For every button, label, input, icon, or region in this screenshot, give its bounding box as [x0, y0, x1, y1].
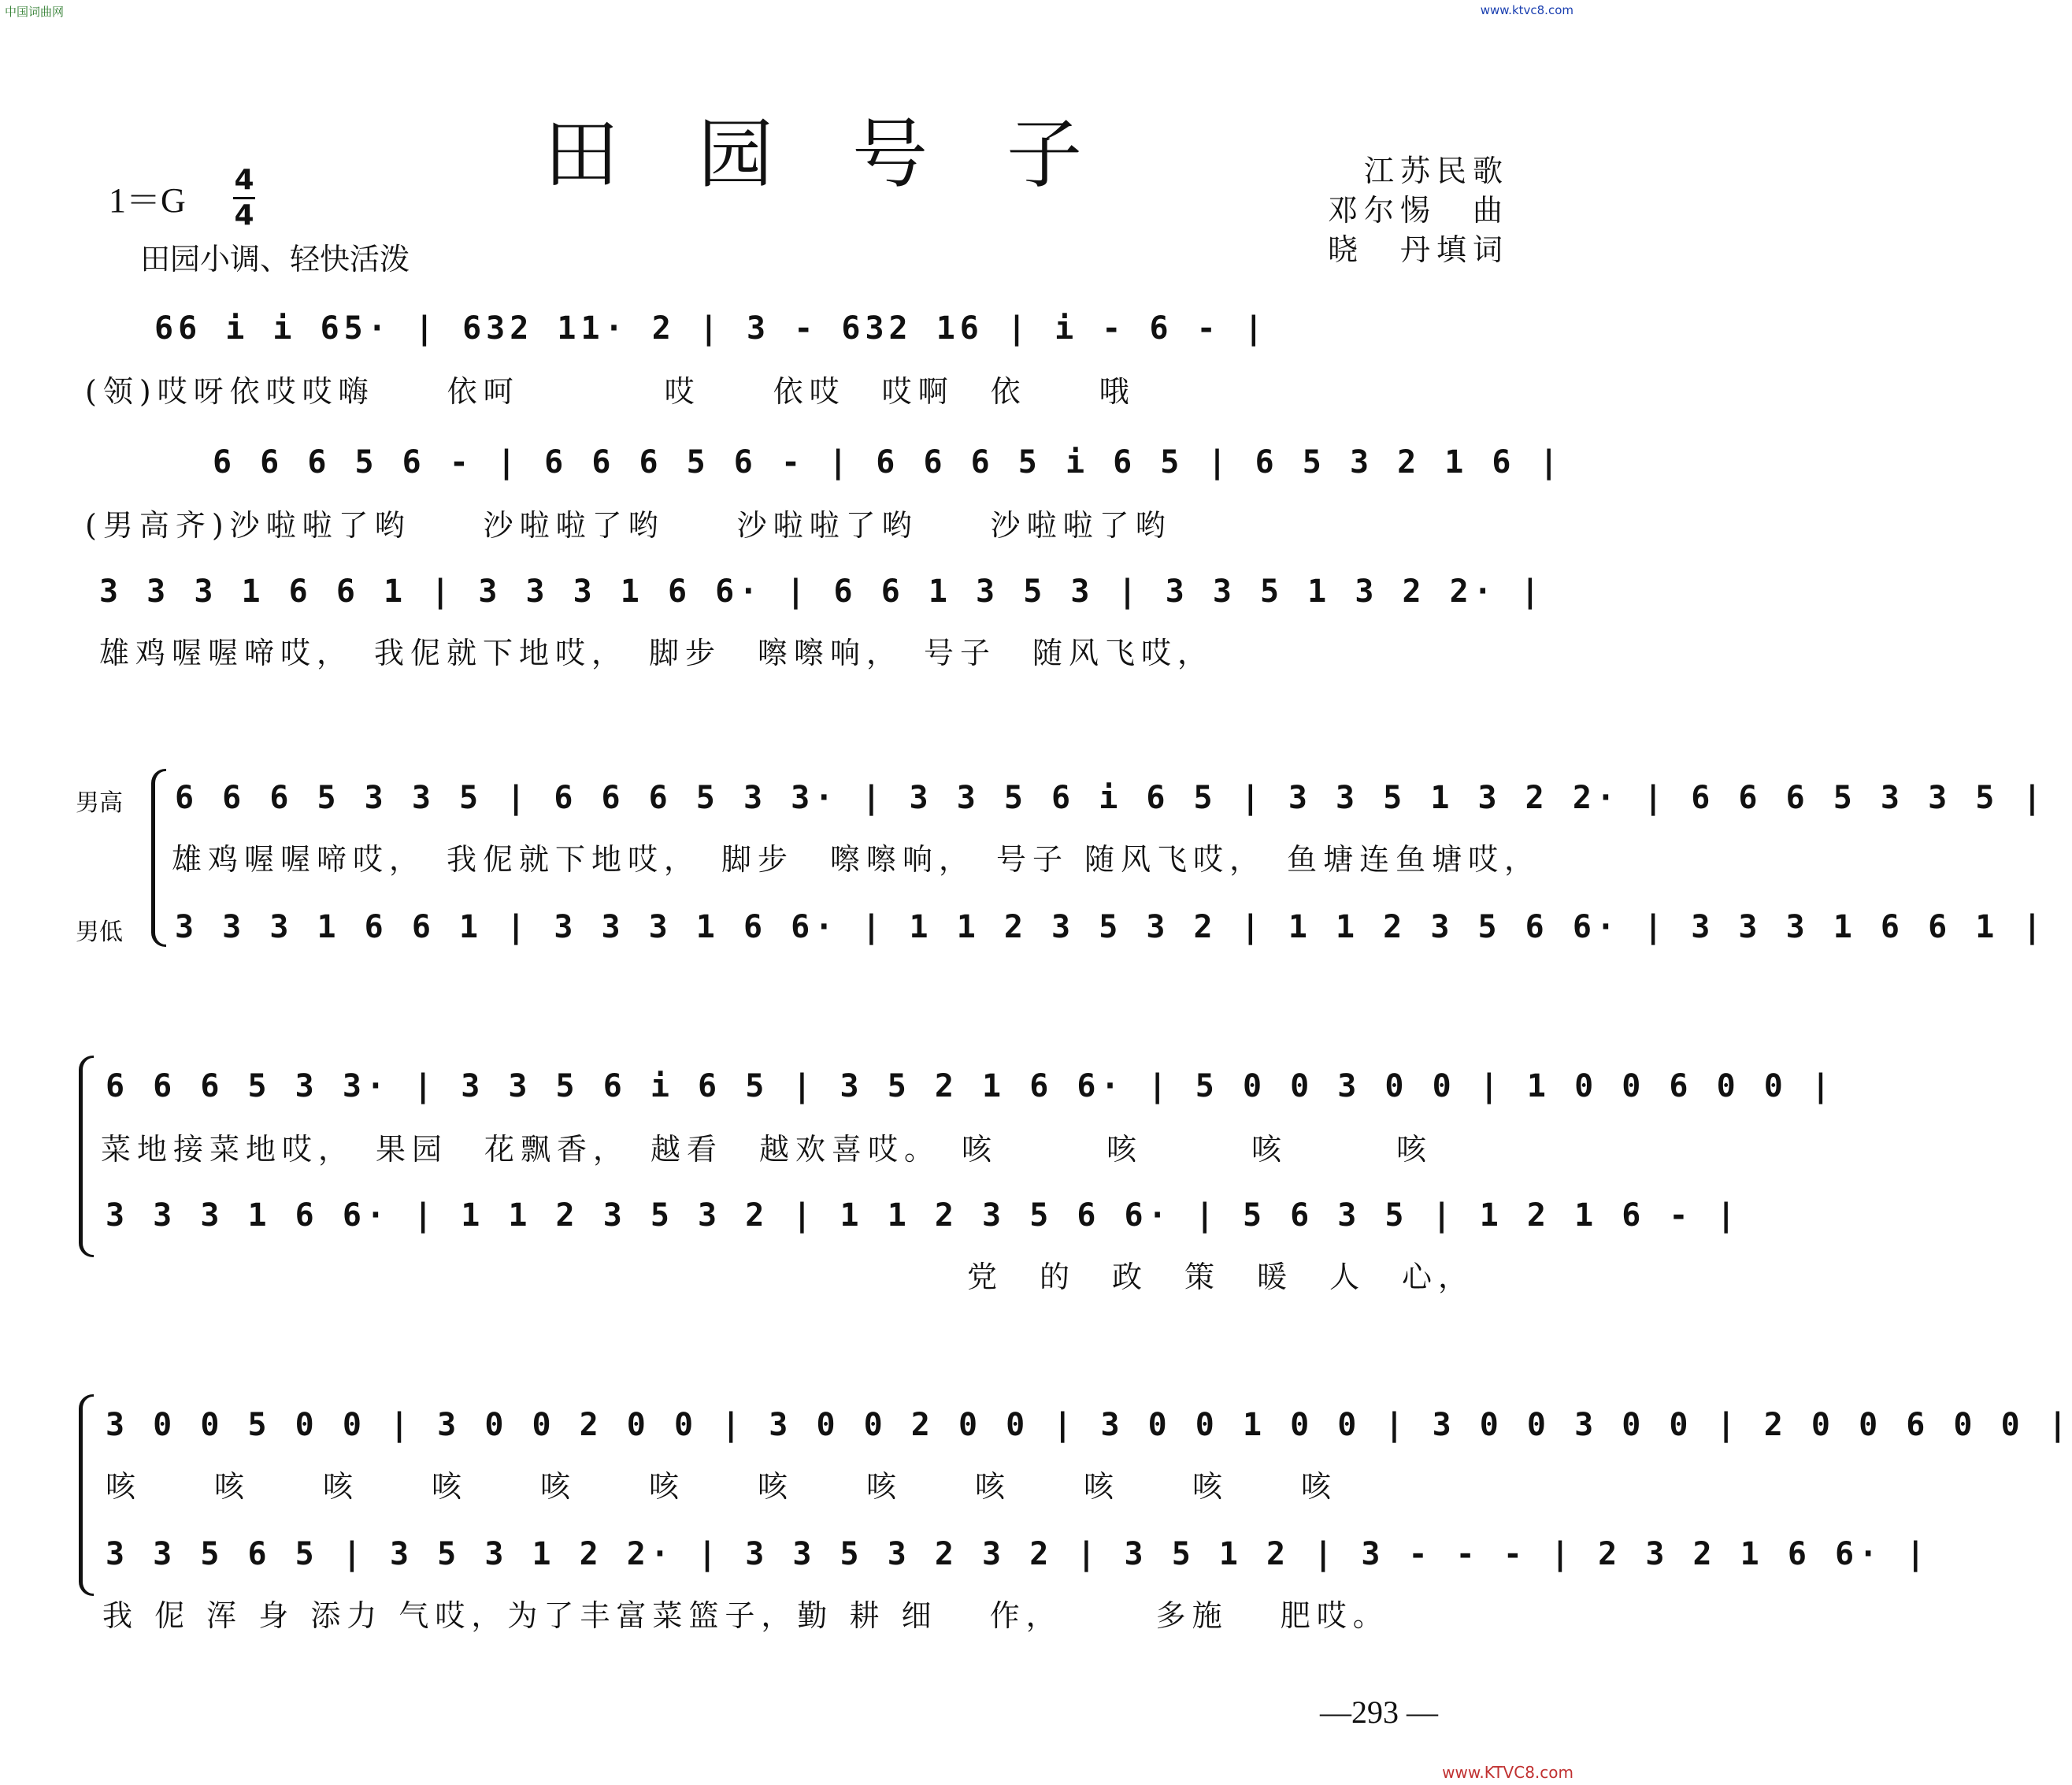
time-signature [233, 164, 255, 232]
watermark-top-left: 中国词曲网 [5, 5, 65, 19]
lower-notation: 3 3 5 6 5 | 3 5 3 1 2 2· | 3 3 5 3 2 3 2 | 3 5 1 2 | 3 - - - | 2 3 2 1 6 6· | [106, 1536, 1930, 1572]
upper-lyrics: 咳 咳 咳 咳 咳 咳 咳 咳 咳 咳 咳 咳 [106, 1469, 1338, 1504]
upper-lyrics: 雄鸡喔喔啼哎， 我伲就下地哎， 脚步 嚓嚓响， 号子 随风飞哎， 鱼塘连鱼塘哎， [172, 842, 1541, 877]
voice-label-lower: 男低 [76, 918, 123, 946]
staff-brace [79, 1056, 94, 1257]
meter-bottom: 4 [234, 199, 254, 232]
notation-line: 66 i i 65· | 632 11· 2 | 3 - 632 16 | i - 6 - | [154, 310, 1268, 347]
upper-notation: 6 6 6 5 3 3 5 | 6 6 6 5 3 3· | 3 3 5 6 i 6 5 | 3 3 5 1 3 2 2· | 6 6 6 5 3 3 5 | [175, 780, 2047, 816]
lyrics-line: 雄鸡喔喔啼哎， 我伲就下地哎， 脚步 嚓嚓响， 号子 随风飞哎， [99, 636, 1214, 670]
notation-line: 3 3 3 1 6 6 1 | 3 3 3 1 6 6· | 6 6 1 3 5 3 | 3 3 5 1 3 2 2· | [99, 573, 1545, 610]
upper-notation: 6 6 6 5 3 3· | 3 3 5 6 i 6 5 | 3 5 2 1 6 6· | 5 0 0 3 0 0 | 1 0 0 6 0 0 | [106, 1068, 1835, 1104]
lyrics-line: (领)哎呀依哎哎嗨 依呵 哎 依哎 哎啊 依 哦 [85, 374, 1136, 409]
tempo-marking: 田园小调、轻快活泼 [140, 242, 410, 276]
upper-lyrics: 菜地接菜地哎， 果园 花飘香， 越看 越欢喜哎。 咳 咳 咳 咳 [101, 1132, 1433, 1167]
lower-notation: 3 3 3 1 6 6 1 | 3 3 3 1 6 6· | 1 1 2 3 5 3 2 | 1 1 2 3 5 6 6· | 3 3 3 1 6 6 1 | [175, 909, 2047, 945]
watermark-top-right: www.ktvc8.com [1480, 3, 1573, 17]
upper-notation: 3 0 0 5 0 0 | 3 0 0 2 0 0 | 3 0 0 2 0 0 | 3 0 0 1 0 0 | 3 0 0 3 0 0 | 2 0 0 6 0 0 | [106, 1407, 2072, 1443]
voice-label-upper: 男高 [76, 789, 123, 817]
key-signature: 1＝G [109, 181, 186, 220]
credit-origin: 江苏民歌 [1363, 154, 1509, 188]
credit-composer: 邓尔惕 曲 [1327, 193, 1509, 228]
lyrics-line: (男高齐)沙啦啦了哟 沙啦啦了哟 沙啦啦了哟 沙啦啦了哟 [85, 508, 1172, 543]
credit-lyricist: 晓 丹填词 [1327, 232, 1509, 267]
staff-brace [151, 769, 166, 947]
watermark-bottom-right: www.KTVC8.com [1442, 1763, 1573, 1782]
song-title: 田园号子 [543, 110, 1161, 199]
lower-notation: 3 3 3 1 6 6· | 1 1 2 3 5 3 2 | 1 1 2 3 5 6 6· | 5 6 3 5 | 1 2 1 6 - | [106, 1197, 1740, 1234]
lower-lyrics: 党 的 政 策 暖 人 心， [967, 1260, 1475, 1294]
lower-lyrics: 我 伲 浑 身 添力 气哎，为了丰富菜篮子，勤 耕 细 作， 多施 肥哎。 [102, 1598, 1389, 1633]
notation-line: 6 6 6 5 6 - | 6 6 6 5 6 - | 6 6 6 5 i 6 5 | 6 5 3 2 1 6 | [213, 444, 1563, 481]
page-number: —293 — [1320, 1694, 1438, 1730]
staff-brace [79, 1394, 94, 1596]
meter-top: 4 [234, 164, 254, 196]
